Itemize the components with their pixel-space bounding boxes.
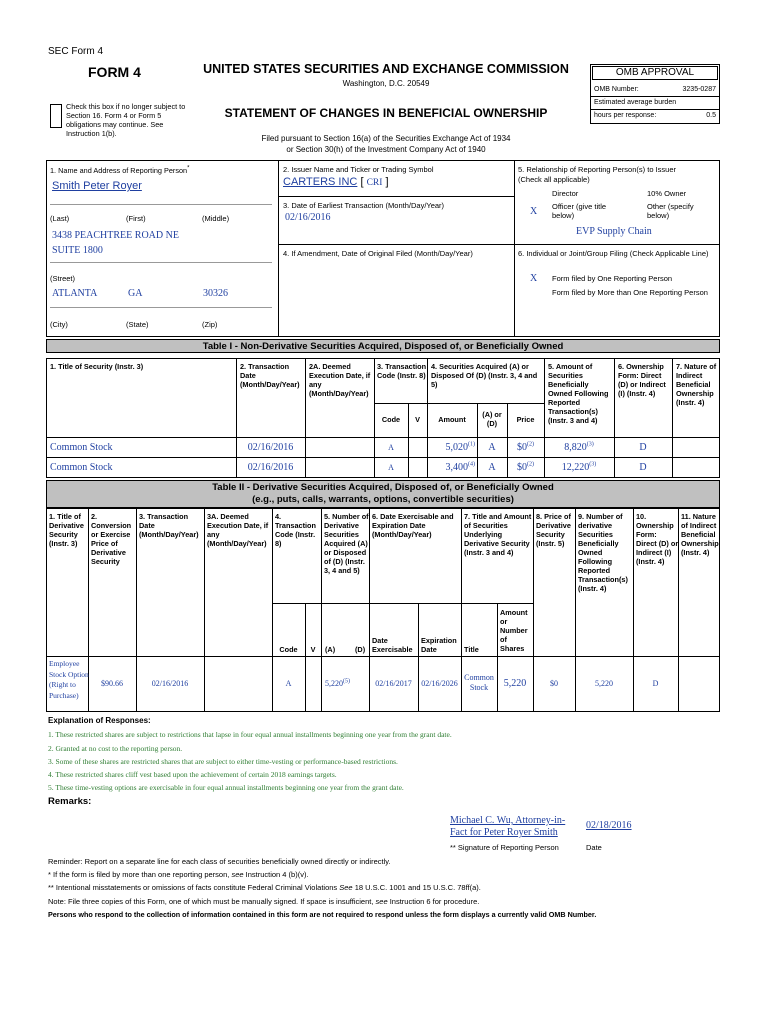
- reporting-person-label: 1. Name and Address of Reporting Person*: [50, 165, 190, 175]
- remarks-title: Remarks:: [48, 796, 92, 807]
- t1-h-deemed: 2A. Deemed Execution Date, if any (Month/Day/Year): [309, 362, 371, 398]
- earliest-transaction-date: 02/16/2016: [285, 212, 331, 223]
- explanation-title: Explanation of Responses:: [48, 716, 151, 725]
- t2-h-exp-sub: Expiration Date: [421, 636, 457, 654]
- first-label: (First): [126, 214, 146, 223]
- t1-row1-date: 02/16/2016: [247, 442, 294, 453]
- filing-label: 6. Individual or Joint/Group Filing (Check Applicable Line): [518, 249, 709, 258]
- t1-h-aord-sub: (A) or (D): [482, 410, 502, 428]
- t2-h-price: 8. Price of Derivative Security (Instr. 5): [536, 512, 571, 548]
- t1-row2-aord: A: [488, 462, 496, 473]
- t2-h-owned: 9. Number of derivative Securities Beneficially Owned Following Reported Transaction(s) (Instr. 4): [578, 512, 628, 593]
- omb-hours-label: hours per response:: [594, 112, 657, 119]
- t1-row1-code: A: [388, 443, 394, 452]
- omb-hours-value: 0.5: [706, 112, 716, 119]
- t2-row-code: A: [285, 679, 292, 688]
- t1-row1-aord: A: [488, 442, 496, 453]
- t2-row-exercisable: 02/16/2017: [375, 679, 412, 688]
- checkbox-text: Check this box if no longer subject to Section 16. Form 4 or Form 5 obligations may continue. See Instruction 1(b).: [66, 102, 186, 138]
- issuer-ticker: CRI: [366, 178, 383, 188]
- signature-date: 02/18/2016: [586, 820, 632, 831]
- t1-row1-amount: 5,020$^{(1)}$: [445, 441, 475, 453]
- explanation-item-2: 2. Granted at no cost to the reporting person.: [48, 744, 183, 753]
- street-line2: SUITE 1800: [52, 245, 103, 256]
- one-person-mark[interactable]: X: [530, 273, 538, 284]
- one-person-option[interactable]: Form filed by One Reporting Person: [552, 274, 673, 283]
- signature: Michael C. Wu, Attorney-in-Fact for Peter Royer Smith: [450, 815, 566, 838]
- footnote-2: ** Intentional misstatements or omissions of facts constitute Federal Criminal Violations See 18 U.S.C. 1001 and 15 U.S.C. 78ff(a).: [48, 883, 481, 892]
- t2-h-title: 1. Title of Derivative Security (Instr. 3): [49, 512, 84, 548]
- table1-title: Table I - Non-Derivative Securities Acquired, Disposed of, or Beneficially Owned: [202, 341, 564, 352]
- officer-option[interactable]: Officer (give title below): [552, 202, 607, 220]
- relationship-label: 5. Relationship of Reporting Person(s) to Issuer: [518, 165, 676, 174]
- t1-row1-form: D: [639, 442, 647, 453]
- t1-h-title: 1. Title of Security (Instr. 3): [50, 362, 144, 371]
- date-label: Date: [586, 843, 602, 852]
- t2-row-price: $0: [550, 679, 558, 688]
- relationship-sublabel: (Check all applicable): [518, 175, 590, 184]
- t2-row-owned: 5,220: [595, 679, 613, 688]
- t1-row2-form: D: [639, 462, 647, 473]
- footnote-4: Persons who respond to the collection of information contained in this form are not required to respond unless the form displays a currently valid OMB Number.: [48, 910, 597, 919]
- footnote-3: Note: File three copies of this Form, one of which must be manually signed. If space is insufficient, see Instruction 6 for procedure.: [48, 897, 480, 906]
- t2-h-nature: 11. Nature of Indirect Beneficial Ownership (Instr. 4): [681, 512, 719, 557]
- t2-row-form: D: [652, 679, 659, 688]
- zip-label: (Zip): [202, 320, 218, 329]
- t2-row-date: 02/16/2016: [151, 679, 189, 688]
- filed-pursuant-line1: Filed pursuant to Section 16(a) of the Securities Exchange Act of 1934: [261, 134, 511, 143]
- explanation-item-3: 3. Some of these shares are restricted shares that are subject to either time-vesting or performance-based restrictions.: [48, 757, 398, 766]
- last-label: (Last): [50, 214, 70, 223]
- filed-pursuant-line2: or Section 30(h) of the Investment Company Act of 1940: [286, 145, 486, 154]
- t1-row2-code: A: [388, 463, 394, 472]
- t1-row2-date: 02/16/2016: [247, 462, 294, 473]
- form-title: FORM 4: [88, 64, 141, 80]
- t1-h-amount-owned: 5. Amount of Securities Beneficially Owned Following Reported Transaction(s) (Instr. 3 and 4): [548, 362, 609, 425]
- t2-h-date-ex-sub: Date Exercisable: [372, 636, 413, 654]
- t1-h-amount-sub: Amount: [438, 415, 466, 424]
- footnote-1: * If the form is filed by more than one reporting person, see Instruction 4 (b)(v).: [48, 870, 309, 879]
- no-longer-subject-checkbox[interactable]: [50, 104, 62, 128]
- issuer-name[interactable]: CARTERS INC: [283, 176, 358, 188]
- t1-row2-owned: 12,220$^{(3)}$: [561, 461, 597, 473]
- sec-form-label: SEC Form 4: [48, 46, 104, 57]
- omb-number-label: OMB Number:: [594, 86, 639, 93]
- officer-title: EVP Supply Chain: [576, 226, 652, 237]
- statement-title: STATEMENT OF CHANGES IN BENEFICIAL OWNERSHIP: [224, 106, 548, 120]
- other-option[interactable]: Other (specify below): [647, 202, 694, 220]
- street-line1: 3438 PEACHTREE ROAD NE: [52, 230, 179, 241]
- omb-title: OMB APPROVAL: [592, 66, 718, 80]
- t1-h-code-sub: Code: [381, 415, 401, 424]
- t2-row-under-amount: 5,220: [503, 678, 527, 689]
- omb-burden-label: Estimated average burden: [594, 99, 677, 106]
- director-option[interactable]: Director: [552, 189, 579, 198]
- state-value: GA: [128, 288, 143, 299]
- t2-h-date: 3. Transaction Date (Month/Day/Year): [139, 512, 199, 539]
- t2-h-ownership: 10. Ownership Form: Direct (D) or Indirect (I) (Instr. 4): [636, 512, 679, 566]
- t2-h-v-sub: V: [310, 645, 316, 654]
- t1-h-securities: 4. Securities Acquired (A) or Disposed Of (D) (Instr. 3, 4 and 5): [431, 362, 538, 389]
- t1-row1-price: $0$^{(2)}$: [517, 441, 534, 453]
- explanation-item-1: 1. These restricted shares are subject to restrictions that lapse in four equal annual installments beginning one year from the grant date.: [48, 730, 452, 739]
- t1-row2-price: $0$^{(2)}$: [517, 461, 534, 473]
- commission-location: Washington, D.C. 20549: [342, 79, 430, 88]
- t1-row1-owned: 8,820$^{(3)}$: [564, 441, 594, 453]
- t1-h-date: 2. Transaction Date (Month/Day/Year): [240, 362, 300, 389]
- t2-h-number: 5. Number of Derivative Securities Acquired (A) or Disposed of (D) (Instr. 3, 4 and 5): [324, 512, 369, 575]
- ten-pct-owner-option[interactable]: 10% Owner: [647, 189, 687, 198]
- t2-h-title-sub: Title: [464, 645, 479, 654]
- t2-h-amount-sub: Amount or Number of Shares: [500, 608, 528, 653]
- issuer-label: 2. Issuer Name and Ticker or Trading Symbol: [283, 165, 434, 174]
- issuer-name-line: CARTERS INC [ CRI ]: [283, 176, 389, 188]
- middle-label: (Middle): [202, 214, 230, 223]
- t1-h-nature: 7. Nature of Indirect Beneficial Ownership (Instr. 4): [676, 362, 717, 407]
- earliest-transaction-label: 3. Date of Earliest Transaction (Month/Day/Year): [283, 201, 445, 210]
- omb-number-value: 3235-0287: [682, 86, 716, 93]
- reporting-person-name[interactable]: Smith Peter Royer: [52, 180, 142, 192]
- t2-row-under-title: Common Stock: [464, 673, 494, 692]
- t1-row2-title: Common Stock: [50, 462, 113, 473]
- t2-row-expiration: 02/16/2026: [421, 679, 458, 688]
- amendment-label: 4. If Amendment, Date of Original Filed (Month/Day/Year): [283, 249, 473, 258]
- t1-h-v-sub: V: [415, 415, 420, 424]
- state-label: (State): [126, 320, 149, 329]
- table2-title1: Table II - Derivative Securities Acquired, Disposed of, or Beneficially Owned: [212, 482, 554, 493]
- t2-h-d-sub: (D): [355, 645, 366, 654]
- t1-h-code: 3. Transaction Code (Instr. 8): [377, 362, 427, 380]
- city-value: ATLANTA: [52, 288, 98, 299]
- table2-title2: (e.g., puts, calls, warrants, options, convertible securities): [252, 494, 514, 505]
- commission-title: UNITED STATES SECURITIES AND EXCHANGE COMMISSION: [203, 62, 569, 76]
- t2-row-acquired: 5,220$^{(5)}$: [325, 678, 350, 688]
- t2-row-conversion: $90.66: [101, 679, 123, 688]
- t2-h-deemed: 3A. Deemed Execution Date, if any (Month/Day/Year): [207, 512, 269, 548]
- t2-h-code: 4. Transaction Code (Instr. 8): [275, 512, 316, 548]
- t2-h-conversion: 2. Conversion or Exercise Price of Derivative Security: [91, 512, 132, 566]
- explanation-item-4: 4. These restricted shares cliff vest based upon the achievement of certain 2018 earnings targets.: [48, 770, 337, 779]
- street-label: (Street): [50, 274, 76, 283]
- t2-row-title: Employee Stock Option (Right to Purchase): [49, 659, 89, 700]
- t2-h-exercisable: 6. Date Exercisable and Expiration Date (Month/Day/Year): [372, 512, 454, 539]
- t1-h-ownership: 6. Ownership Form: Direct (D) or Indirect (I) (Instr. 4): [618, 362, 666, 398]
- t1-row1-title: Common Stock: [50, 442, 113, 453]
- signature-label: ** Signature of Reporting Person: [450, 843, 559, 852]
- city-label: (City): [50, 320, 68, 329]
- t1-row2-amount: 3,400$^{(4)}$: [445, 461, 475, 473]
- reminder-text: Reminder: Report on a separate line for each class of securities beneficially owned directly or indirectly.: [48, 857, 391, 866]
- officer-mark[interactable]: X: [530, 206, 538, 217]
- t2-h-a-sub: (A): [325, 645, 336, 654]
- explanation-item-5: 5. These time-vesting options are exercisable in four equal annual installments beginning one year from the grant date.: [48, 783, 404, 792]
- t2-h-underlying: 7. Title and Amount of Securities Underlying Derivative Security (Instr. 3 and 4): [464, 512, 532, 557]
- t2-h-code-sub: Code: [279, 645, 298, 654]
- more-persons-option[interactable]: Form filed by More than One Reporting Person: [552, 288, 708, 297]
- t1-h-price-sub: Price: [516, 415, 535, 424]
- zip-value: 30326: [203, 288, 228, 299]
